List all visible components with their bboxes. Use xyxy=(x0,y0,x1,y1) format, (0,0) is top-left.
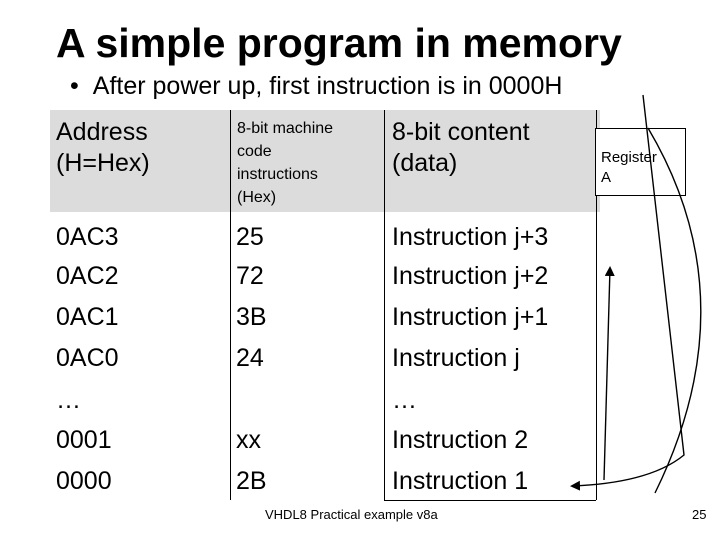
table-cell-code: 24 xyxy=(236,344,264,372)
table-cell-code: 72 xyxy=(236,262,264,290)
page-number: 25 xyxy=(692,507,707,522)
table-cell-content: Instruction j+3 xyxy=(392,223,549,251)
table-cell-address: 0AC0 xyxy=(56,344,119,372)
header-address: Address (H=Hex) xyxy=(56,118,150,177)
bullet-icon: • xyxy=(70,72,79,100)
table-cell-address: 0AC1 xyxy=(56,303,119,331)
fetch-arrow-icon xyxy=(572,95,684,486)
table-cell-address: 0AC2 xyxy=(56,262,119,290)
table-cell-code: 25 xyxy=(236,223,264,251)
table-cell-content: Instruction j xyxy=(392,344,520,372)
table-cell-code: 2B xyxy=(236,467,267,495)
table-cell-code: xx xyxy=(236,426,261,454)
table-cell-content: Instruction 2 xyxy=(392,426,529,454)
table-cell-content: Instruction j+1 xyxy=(392,303,549,331)
bullet-text: After power up, first instruction is in 0000H xyxy=(92,72,563,100)
table-cell-address: 0001 xyxy=(56,426,112,454)
slide-title: A simple program in memory xyxy=(56,20,622,66)
table-cell-address: … xyxy=(56,386,81,414)
header-code: 8-bit machine code instructions (Hex) xyxy=(237,120,334,206)
table-cell-content: … xyxy=(392,386,417,414)
load-arrow-icon xyxy=(604,268,610,480)
footer-text: VHDL8 Practical example v8a xyxy=(265,507,438,522)
table-cell-content: Instruction 1 xyxy=(392,467,529,495)
table-cell-content: Instruction j+2 xyxy=(392,262,549,290)
header-content: 8-bit content (data) xyxy=(392,118,530,177)
register-a-label: Register A xyxy=(601,149,657,186)
return-arrow-icon xyxy=(648,128,701,493)
table-cell-address: 0AC3 xyxy=(56,223,119,251)
table-cell-code: 3B xyxy=(236,303,267,331)
table-cell-address: 0000 xyxy=(56,467,112,495)
